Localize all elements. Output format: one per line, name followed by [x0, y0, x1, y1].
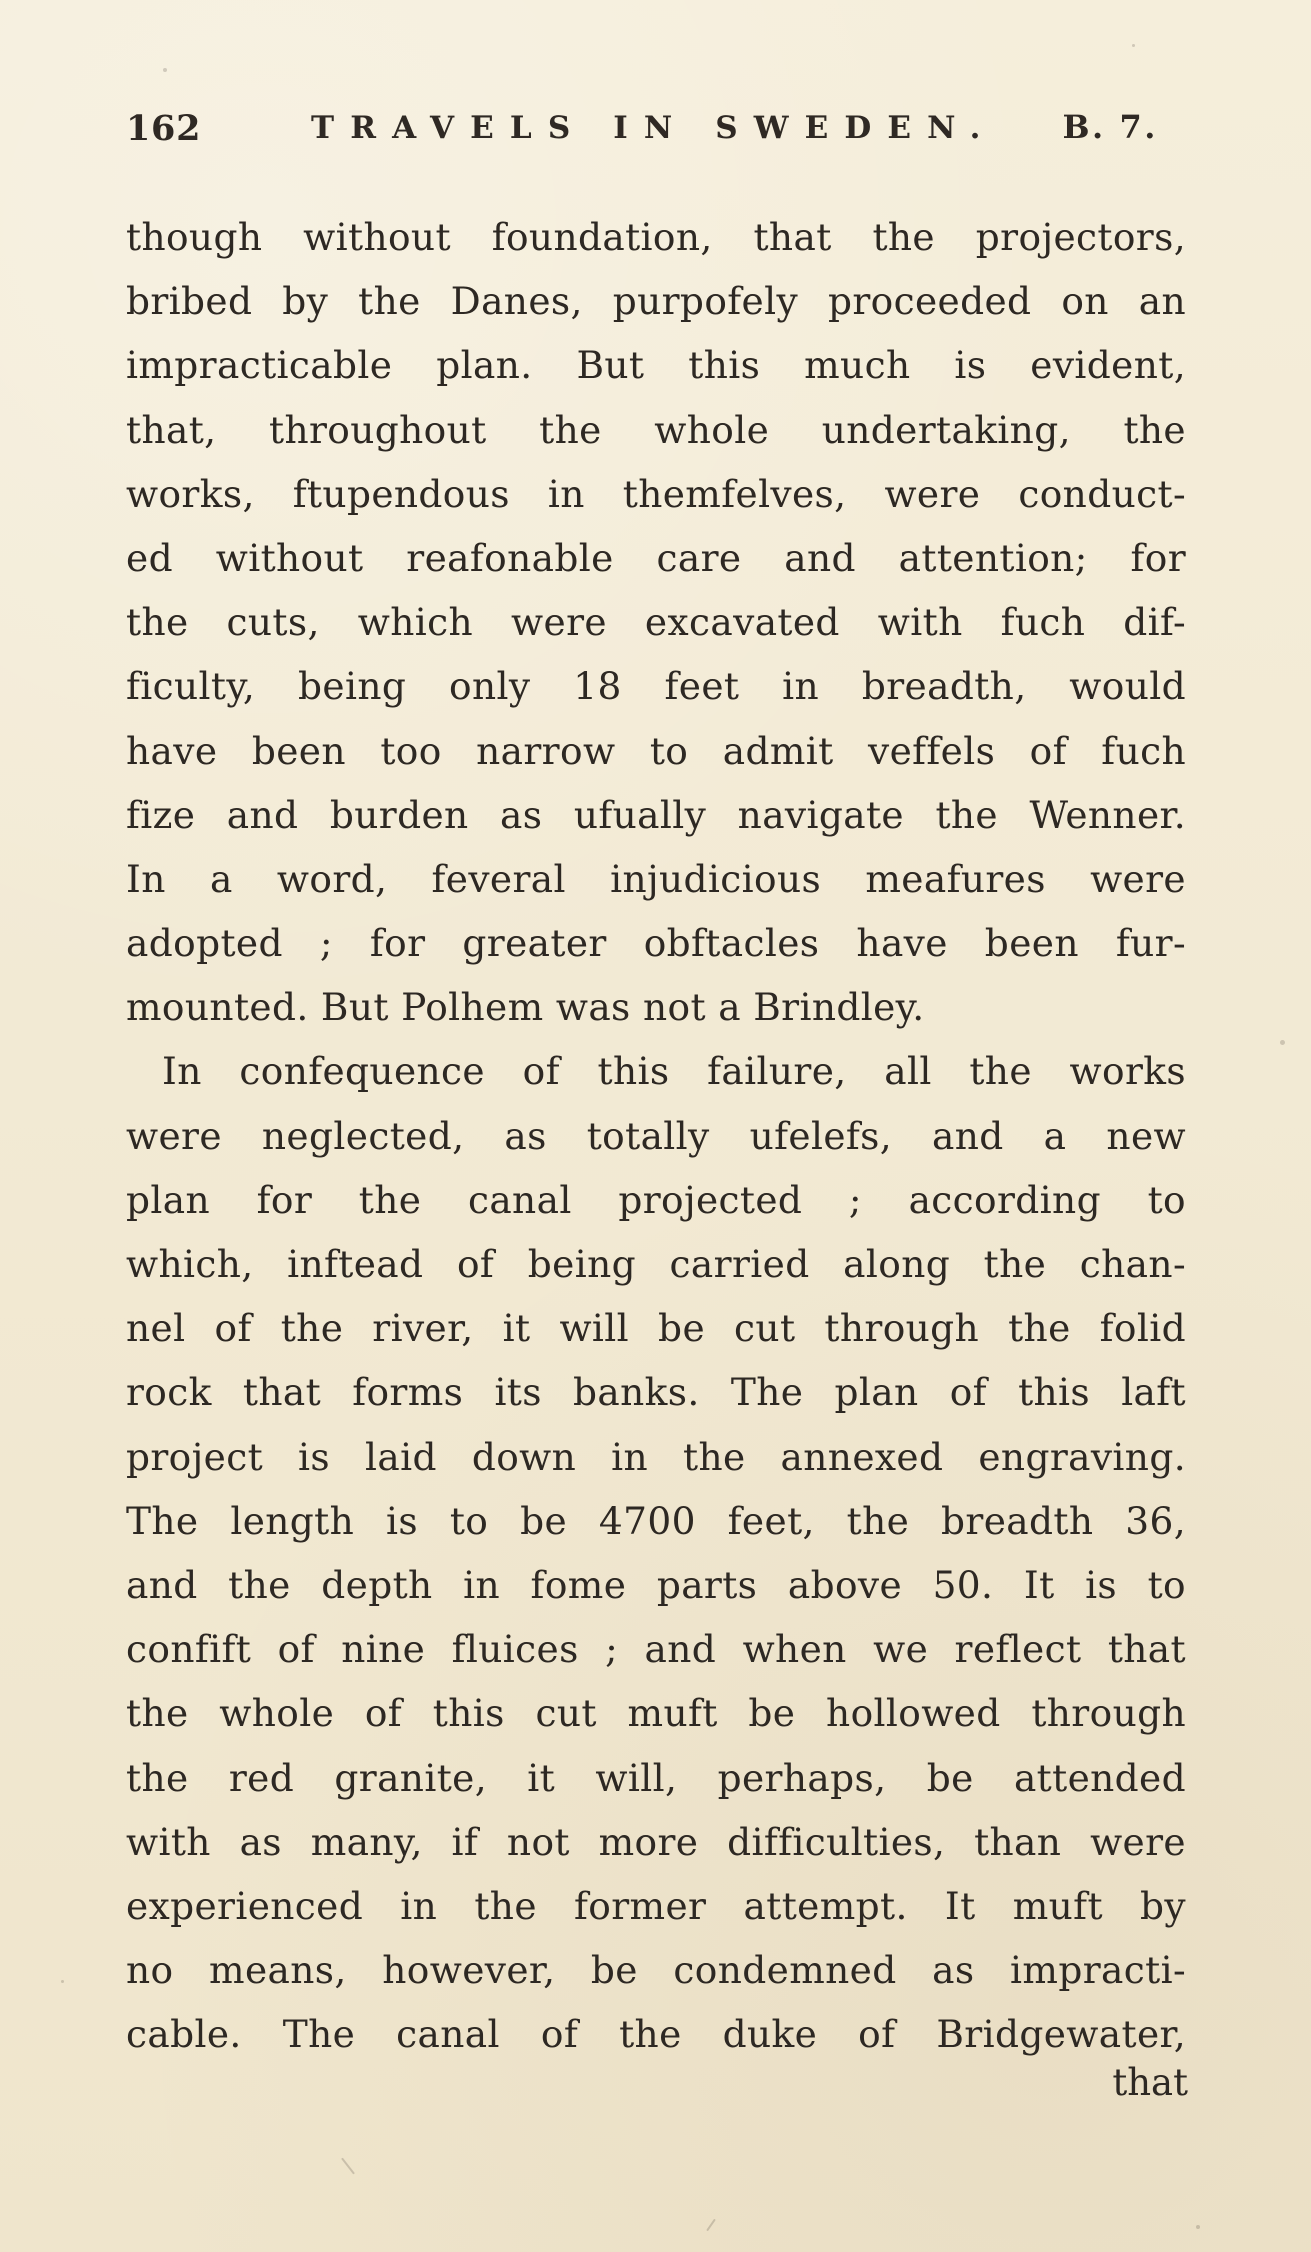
text-line: In a word, feveral injudicious meafures were	[126, 856, 1186, 901]
paper-speck	[163, 68, 167, 72]
paper-speck	[706, 2219, 716, 2232]
text-line: adopted ; for greater obftacles have been fur-	[126, 921, 1186, 966]
text-line: cable. The canal of the duke of Bridgewater,	[126, 2012, 1186, 2057]
text-line: the whole of this cut muft be hollowed through	[126, 1691, 1186, 1736]
text-line: confift of nine fluices ; and when we reflect that	[126, 1627, 1186, 1672]
text-line: plan for the canal projected ; according to	[126, 1177, 1186, 1222]
catchword: that	[1112, 2061, 1188, 2104]
page-number: 162	[126, 108, 202, 149]
text-line: though without foundation, that the projectors,	[126, 215, 1186, 259]
text-line: and the depth in fome parts above 50. It is to	[126, 1562, 1186, 1607]
text-line: fize and burden as ufually navigate the Wenner.	[126, 792, 1186, 837]
text-line: have been too narrow to admit veffels of fuch	[126, 728, 1186, 773]
text-line: nel of the river, it will be cut through the folid	[126, 1306, 1186, 1351]
running-title: TRAVELS IN SWEDEN.	[311, 110, 997, 146]
paper-speck	[341, 2158, 355, 2175]
paper-speck	[1196, 2225, 1200, 2229]
book-marker: B. 7.	[1062, 108, 1158, 146]
paper-speck	[1132, 44, 1135, 47]
text-line: mounted. But Polhem was not a Brindley.	[126, 985, 925, 1030]
text-line: that, throughout the whole undertaking, the	[126, 407, 1186, 452]
text-line: the red granite, it will, perhaps, be attended	[126, 1755, 1186, 1800]
paper-speck	[1280, 1040, 1285, 1045]
text-line: rock that forms its banks. The plan of this laft	[126, 1370, 1186, 1415]
text-line: The length is to be 4700 feet, the breadth 36,	[126, 1498, 1186, 1543]
text-line: ed without reafonable care and attention; for	[126, 535, 1186, 580]
text-line: In confequence of this failure, all the works	[162, 1049, 1186, 1094]
text-line: works, ftupendous in themfelves, were conduct-	[126, 471, 1186, 516]
text-line: no means, however, be condemned as impracti-	[126, 1948, 1186, 1993]
text-line: which, inftead of being carried along the chan-	[126, 1242, 1186, 1286]
page-header	[126, 108, 1186, 158]
text-line: bribed by the Danes, purpofely proceeded on an	[126, 279, 1186, 324]
text-line: experienced in the former attempt. It muft by	[126, 1883, 1186, 1928]
body-text	[126, 205, 1186, 2057]
text-line: the cuts, which were excavated with fuch dif-	[126, 600, 1186, 645]
text-line: project is laid down in the annexed engraving.	[126, 1434, 1186, 1479]
text-line: were neglected, as totally ufelefs, and a new	[126, 1113, 1186, 1158]
text-line: impracticable plan. But this much is evident,	[126, 343, 1186, 388]
text-line: ficulty, being only 18 feet in breadth, would	[126, 664, 1186, 709]
text-line: with as many, if not more difficulties, than were	[126, 1819, 1186, 1864]
paper-speck	[61, 1980, 64, 1983]
